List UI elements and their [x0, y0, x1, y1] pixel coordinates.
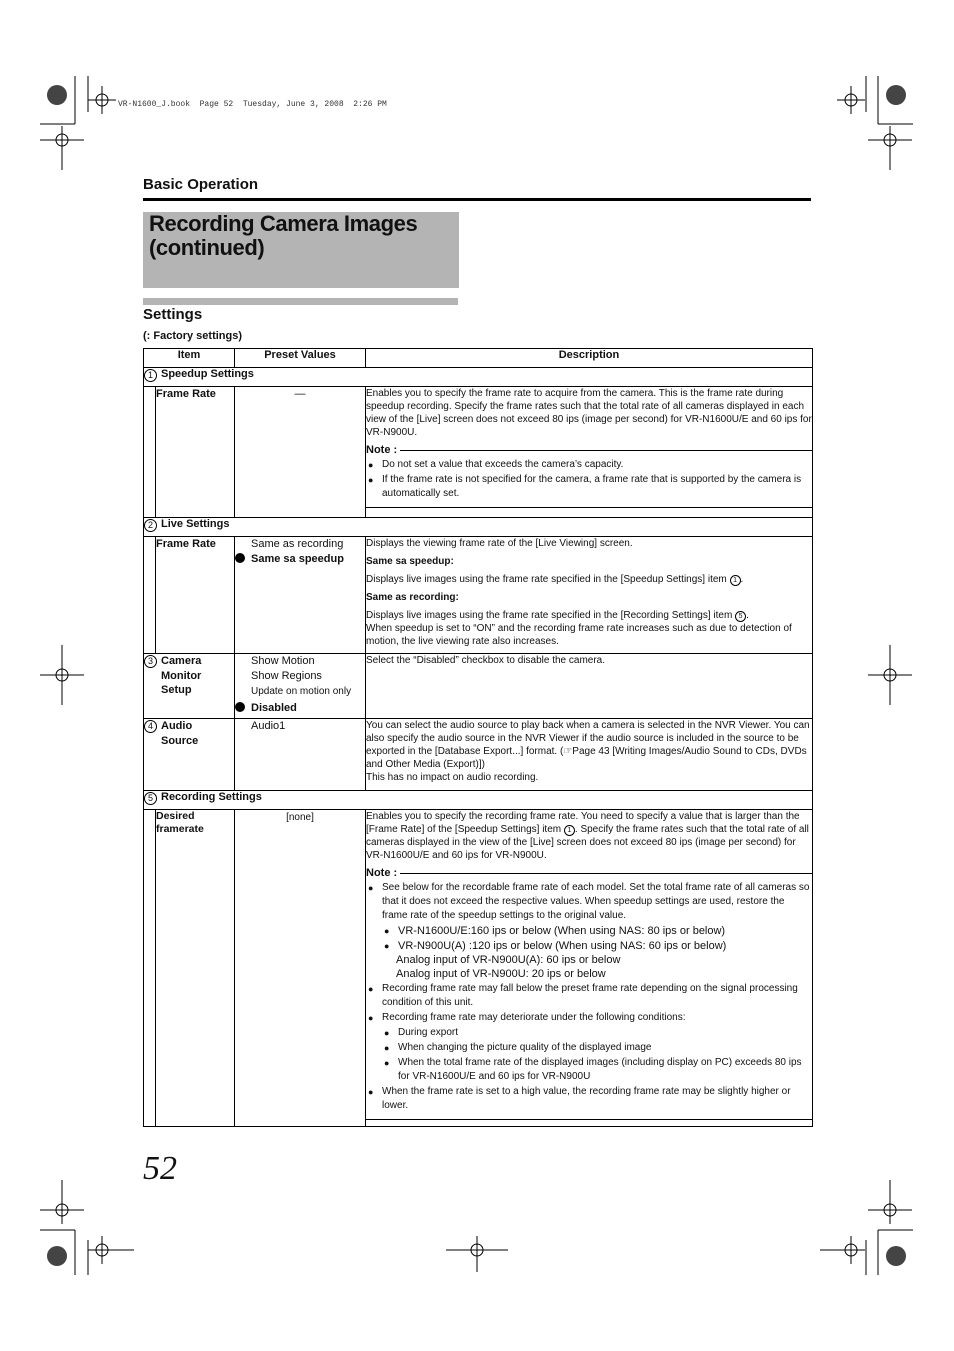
note-bullet: ● See below for the recordable frame rate of each model. Set the total frame rate of all cameras so that it does not exceed the respective values. When speedup settings are used, restore the frame rate of the speedup settings to the original value.: [368, 882, 810, 921]
note-bullet: ● Recording frame rate may deteriorate under the following conditions:: [368, 1012, 686, 1023]
number-badge-1: 1: [144, 369, 157, 382]
table-row-desired-framerate: [144, 810, 813, 1127]
note-bullet: ● When the frame rate is set to a high value, the recording frame rate may be slightly higher or lower.: [368, 1086, 791, 1111]
number-badge-3: 3: [144, 655, 157, 668]
description-audio-source: [366, 719, 813, 791]
preset-option: Show Regions: [251, 670, 322, 682]
section-row-live: [144, 518, 813, 537]
note-bullet: ● Do not set a value that exceeds the camera’s capacity.: [368, 459, 624, 470]
note-sub-bullet: ● VR-N900U(A) :120 ips or below (When using NAS: 60 ips or below): [384, 940, 727, 952]
preset-values-camera-monitor: [235, 654, 366, 719]
settings-table: [143, 348, 813, 1127]
title-underbar: [143, 298, 458, 305]
title-line-2: (continued): [149, 235, 265, 260]
description-live-frame-rate: [366, 537, 813, 654]
desc-text: Displays live images using the frame rate specified in the [Recording Settings] item 5 .: [366, 610, 749, 621]
desc-sublabel: Same as recording:: [366, 592, 459, 603]
default-marker-icon: [235, 553, 245, 563]
preset-option-default: Same sa speedup: [235, 552, 365, 567]
table-row-audio-source: [144, 719, 813, 791]
note-end-rule: [366, 1119, 812, 1120]
title-line-1: Recording Camera Images: [149, 211, 418, 236]
indent-cell: [144, 537, 156, 654]
preset-dash: —: [235, 387, 366, 518]
section-title: Speedup Settings: [161, 368, 254, 380]
preset-option: Same as recording: [251, 538, 344, 550]
preset-none: [none]: [235, 810, 366, 1127]
desc-text: Displays live images using the frame rate specified in the [Speedup Settings] item 1 .: [366, 574, 744, 585]
item-ref-badge: 1: [564, 825, 575, 836]
note-bullet: ● If the frame rate is not specified for the camera, a frame rate that is supported by the camera is automatically set.: [368, 474, 802, 499]
table-header-row: [144, 349, 813, 368]
table-row-camera-monitor: [144, 654, 813, 719]
note-header: Note :: [366, 867, 812, 880]
page-number: 52: [143, 1150, 177, 1187]
preset-option: Update on motion only: [251, 686, 352, 697]
table-row-speedup-frame-rate: [144, 387, 813, 518]
note-sub-bullet: ● When the total frame rate of the displayed images (including display on PC) exceeds 80 ips for VR-N1600U/E and 60 ips for VR-N900U: [384, 1057, 802, 1082]
section-title: Live Settings: [161, 518, 230, 530]
header-item: Item: [144, 349, 235, 368]
note-bullet: ● Recording frame rate may fall below the preset frame rate depending on the signal processing condition of this unit.: [368, 983, 798, 1008]
preset-option: Show Motion: [251, 655, 315, 667]
desc-text: This has no impact on audio recording.: [366, 772, 539, 783]
note-sub-bullet: ● When changing the picture quality of the displayed image: [384, 1042, 652, 1053]
default-marker-icon: [235, 702, 245, 712]
note-sub-line: Analog input of VR-N900U: 20 ips or below: [396, 968, 606, 980]
section-rule: [143, 198, 811, 201]
desc-text: Displays the viewing frame rate of the [Live Viewing] screen.: [366, 538, 633, 549]
preset-values-audio: [235, 719, 366, 791]
description-camera-monitor: Select the “Disabled” checkbox to disable the camera.: [366, 654, 813, 719]
page-title: [143, 212, 459, 288]
desc-text: You can select the audio source to play back when a camera is selected in the NVR Viewer. You can also specify the audio source in the NVR Viewer if the audio source is included in the source to be exported in the [Database Export...] format. (☞Page 43 [Writing Images/Audio Sound to CDs, DVDs and Other Media (Export)]): [366, 720, 810, 770]
description-speedup-frame-rate: [366, 387, 813, 518]
item-ref-badge: 1: [730, 575, 741, 586]
description-desired-framerate: [366, 810, 813, 1127]
indent-cell: [144, 387, 156, 518]
item-frame-rate: Frame Rate: [156, 387, 235, 518]
section-row-recording: [144, 791, 813, 810]
number-badge-4: 4: [144, 720, 157, 733]
preset-option: Audio1: [251, 720, 286, 732]
desc-sublabel: Same sa speedup:: [366, 556, 454, 567]
section-recording-settings: [144, 791, 813, 810]
item-label: Camera Monitor Setup: [161, 655, 202, 696]
section-live-settings: [144, 518, 813, 537]
section-row-speedup: [144, 368, 813, 387]
note-end-rule: [366, 507, 812, 508]
preset-values-live: [235, 537, 366, 654]
factory-settings-note: (: Factory settings): [143, 330, 243, 342]
indent-cell: [144, 810, 156, 1127]
item-audio-source: [144, 719, 235, 791]
note-sub-bullet: ● VR-N1600U/E:160 ips or below (When using NAS: 80 ips or below): [384, 925, 726, 937]
note-sub-bullet: ● During export: [384, 1027, 459, 1038]
item-frame-rate: Frame Rate: [156, 537, 235, 654]
item-desired-framerate: Desired framerate: [156, 810, 235, 1127]
section-speedup-settings: [144, 368, 813, 387]
desc-text: Enables you to specify the frame rate to acquire from the camera. This is the frame rate during speedup recording. Specify the frame rates such that the total rate of all cameras displayed in each view of the [Live] screen does not exceed 80 ips (image per second) for VR-N1600U/E and 60 ips for VR-N900U.: [366, 388, 812, 438]
header-description: Description: [366, 349, 813, 368]
item-label: Audio Source: [161, 720, 199, 747]
desc-text: Enables you to specify the recording frame rate. You need to specify a value that is larger than the [Frame Rate] of the [Speedup Settings] item 1 . Specify the frame rates such that the total rate of all cameras displayed in the view of the [Live] screen does not exceed 80 ips (image per second) for VR-N1600U/E and 60 ips for VR-N900U.: [366, 811, 809, 861]
section-label: Basic Operation: [143, 176, 259, 193]
desc-text: When speedup is set to “ON” and the recording frame rate increases such as due to detection of motion, the live viewing rate also increases.: [366, 623, 792, 647]
note-sub-line: Analog input of VR-N900U(A): 60 ips or below: [396, 954, 621, 966]
note-header: Note :: [366, 444, 812, 457]
section-title: Recording Settings: [161, 791, 262, 803]
header-preset-values: Preset Values: [235, 349, 366, 368]
number-badge-5: 5: [144, 792, 157, 805]
preset-option-default: Disabled: [235, 701, 365, 716]
number-badge-2: 2: [144, 519, 157, 532]
settings-heading: Settings: [143, 306, 203, 323]
print-header: VR-N1600_J.book Page 52 Tuesday, June 3, 2008 2:26 PM: [118, 100, 387, 109]
item-ref-badge: 5: [735, 611, 746, 622]
item-camera-monitor-setup: [144, 654, 235, 719]
table-row-live-frame-rate: [144, 537, 813, 654]
